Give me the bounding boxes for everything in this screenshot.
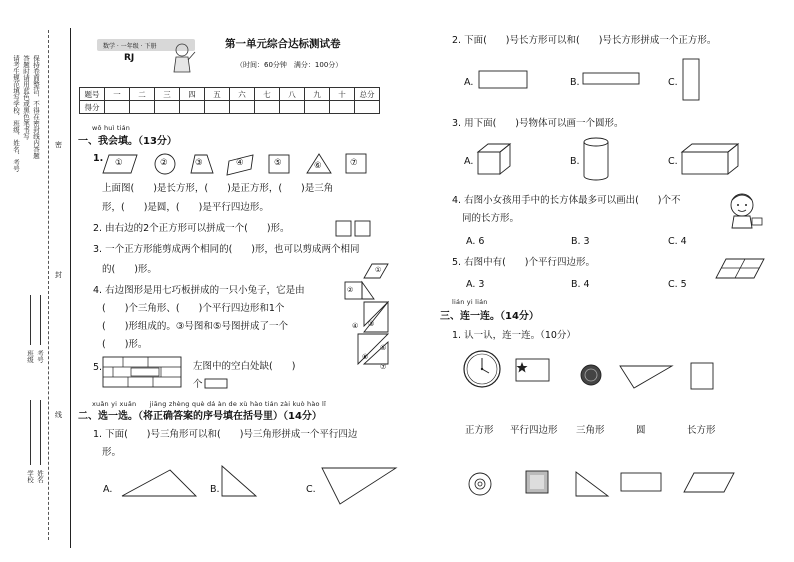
s1-q1-line1: 上面图( )是长方形，( )是正方形，( )是三角 bbox=[102, 183, 334, 194]
seal-mark-1: 密 bbox=[55, 141, 62, 149]
shape-label-1: ① bbox=[115, 158, 123, 168]
s2-q2-rect-c bbox=[682, 58, 702, 102]
tangram-label-2: ② bbox=[347, 286, 354, 294]
s3-label-parallelogram[interactable]: 平行四边形 bbox=[510, 425, 558, 436]
score-cell[interactable] bbox=[155, 101, 180, 114]
score-header-cell: 五 bbox=[205, 88, 230, 101]
triangle-shape-icon bbox=[574, 470, 610, 498]
rectangle-card-icon bbox=[690, 362, 716, 392]
score-cell[interactable] bbox=[130, 101, 155, 114]
rectangle-shape-icon bbox=[620, 472, 664, 494]
margin-line bbox=[70, 28, 71, 548]
s2-q4-opt-c[interactable]: C. 4 bbox=[668, 236, 687, 247]
tangram-label-5: ⑤ bbox=[380, 344, 387, 352]
score-header-cell: 二 bbox=[130, 88, 155, 101]
clock-icon bbox=[463, 350, 503, 390]
score-cell[interactable] bbox=[355, 101, 380, 114]
score-header-cell: 六 bbox=[230, 88, 255, 101]
section1-heading: 一、我会填。（13分） bbox=[78, 136, 177, 147]
s2-q1-opt-b[interactable]: B. bbox=[210, 484, 220, 495]
shape-label-7: ⑦ bbox=[350, 158, 358, 168]
field-name-line[interactable] bbox=[40, 400, 41, 465]
field-number-line[interactable] bbox=[40, 295, 41, 345]
s2-q1-line1: 1. 下面( )号三角形可以和( )号三角形拼成一个平行四边 bbox=[93, 429, 358, 440]
tangram-label-1: ① bbox=[375, 266, 382, 274]
score-table bbox=[79, 87, 380, 114]
s2-q4-opt-b[interactable]: B. 3 bbox=[571, 236, 590, 247]
field-name: 姓名 bbox=[36, 470, 44, 483]
score-header-cell: 四 bbox=[180, 88, 205, 101]
s1-q4-line1: 4. 右边图形是用七巧板拼成的一只小兔子，它是由 bbox=[93, 285, 305, 296]
s2-q3-cuboid bbox=[680, 142, 742, 178]
s1-q3-line2: 的( )形。 bbox=[102, 264, 157, 275]
s2-q1-triangle-c bbox=[320, 466, 400, 506]
brick-wall-figure bbox=[103, 357, 183, 389]
field-school-line[interactable] bbox=[30, 400, 31, 465]
seal-mark-3: 线 bbox=[55, 411, 62, 419]
score-cell[interactable] bbox=[305, 101, 330, 114]
score-header-cell: 九 bbox=[305, 88, 330, 101]
s2-q3-opt-c[interactable]: C. bbox=[668, 156, 678, 167]
s3-label-triangle[interactable]: 三角形 bbox=[576, 425, 605, 436]
score-cell[interactable] bbox=[205, 101, 230, 114]
s1-q5-number: 5. bbox=[93, 362, 103, 373]
score-table-score-row bbox=[80, 101, 380, 114]
disc-icon bbox=[468, 472, 494, 498]
flag-icon bbox=[515, 358, 551, 384]
score-row-label: 得分 bbox=[80, 101, 105, 114]
side-rule-3: 保持卷面整洁，不得在密封线内答题 bbox=[32, 55, 40, 159]
s1-q2: 2. 由右边的2个正方形可以拼成一个( )形。 bbox=[93, 223, 290, 234]
s2-q4-line2: 同的长方形。 bbox=[462, 213, 520, 224]
score-table-header-row bbox=[80, 88, 380, 101]
score-header-cell: 总分 bbox=[355, 88, 380, 101]
seal-mark-2: 封 bbox=[55, 271, 62, 279]
s2-q2-rect-a bbox=[478, 70, 528, 90]
s2-q3-cylinder bbox=[582, 136, 612, 184]
s2-q4-line1: 4. 右图小女孩用手中的长方体最多可以画出( )个不 bbox=[452, 195, 681, 206]
section2-heading: 二、选一选。（将正确答案的序号填在括号里）（14分） bbox=[78, 411, 322, 422]
tangram-label-4: ④ bbox=[352, 322, 359, 330]
score-header-cell: 题号 bbox=[80, 88, 105, 101]
grey-square-icon bbox=[525, 470, 551, 496]
shape-label-2: ② bbox=[160, 158, 168, 168]
score-header-cell: 一 bbox=[105, 88, 130, 101]
field-number: 考号 bbox=[36, 350, 44, 363]
score-cell[interactable] bbox=[230, 101, 255, 114]
s2-q2-rect-b bbox=[582, 72, 642, 86]
s2-q2: 2. 下面( )号长方形可以和( )号长方形拼成一个正方形。 bbox=[452, 35, 717, 46]
s1-q1-number: 1. bbox=[93, 153, 104, 164]
seal-line bbox=[48, 30, 49, 540]
s2-q3-opt-a[interactable]: A. bbox=[464, 156, 474, 167]
girl-with-cuboid-icon bbox=[726, 192, 764, 230]
s1-q1-line2: 形，( )是圆，( )是平行四边形。 bbox=[102, 202, 269, 213]
s2-q3: 3. 用下面( )号物体可以画一个圆形。 bbox=[452, 118, 624, 129]
header-badge-text: 数学 · 一年级 · 下册 bbox=[103, 43, 157, 50]
mascot-icon bbox=[168, 40, 198, 78]
parallelogram-shape-icon bbox=[684, 472, 736, 494]
score-cell[interactable] bbox=[105, 101, 130, 114]
score-cell[interactable] bbox=[330, 101, 355, 114]
s2-q1-line2: 形。 bbox=[102, 447, 122, 458]
triangle-ruler-icon bbox=[618, 364, 674, 390]
s1-q5-line2: 个 bbox=[193, 379, 203, 390]
s2-q5-opt-b[interactable]: B. 4 bbox=[571, 279, 590, 290]
score-cell[interactable] bbox=[180, 101, 205, 114]
s2-q5-opt-a[interactable]: A. 3 bbox=[466, 279, 485, 290]
two-squares-figure bbox=[336, 220, 376, 238]
shape-label-4: ④ bbox=[236, 158, 244, 168]
s3-label-rectangle[interactable]: 长方形 bbox=[687, 425, 716, 436]
shape-label-6: ⑥ bbox=[314, 161, 322, 171]
section3-heading: 三、连一连。（14分） bbox=[440, 311, 539, 322]
tangram-label-3: ③ bbox=[368, 320, 375, 328]
field-school: 学校 bbox=[26, 470, 34, 483]
s2-q2-opt-b[interactable]: B. bbox=[570, 77, 580, 88]
small-rectangle-figure bbox=[205, 378, 229, 390]
score-header-cell: 八 bbox=[280, 88, 305, 101]
score-header-cell: 十 bbox=[330, 88, 355, 101]
s2-q1-opt-a[interactable]: A. bbox=[103, 484, 113, 495]
tangram-label-7: ⑦ bbox=[380, 363, 387, 371]
shape-label-5: ⑤ bbox=[274, 158, 282, 168]
score-header-cell: 七 bbox=[255, 88, 280, 101]
s1-q3-line1: 3. 一个正方形能剪成两个相同的( )形，也可以剪成两个相同 bbox=[93, 244, 360, 255]
s2-q1-triangle-a bbox=[120, 468, 200, 498]
section3-pinyin: lián yi lián bbox=[452, 298, 488, 306]
s1-q4-line3: ( )形组成的。③号图和⑤号图拼成了一个 bbox=[102, 321, 288, 332]
score-header-cell: 三 bbox=[155, 88, 180, 101]
page-title: 第一单元综合达标测试卷 bbox=[225, 38, 341, 50]
s3-label-square[interactable]: 正方形 bbox=[465, 425, 494, 436]
field-class-line[interactable] bbox=[30, 295, 31, 345]
s2-q3-opt-b[interactable]: B. bbox=[570, 156, 580, 167]
page-subtitle: （时间：60分钟 满分：100分） bbox=[236, 61, 343, 69]
s3-q1: 1. 认一认，连一连。（10分） bbox=[452, 330, 576, 341]
side-rule-1: 请考生规范填写学校、班级、姓名、考号 bbox=[12, 55, 20, 172]
edition-label: RJ bbox=[124, 53, 135, 63]
s2-q4-opt-a[interactable]: A. 6 bbox=[466, 236, 485, 247]
s2-q3-cube bbox=[476, 142, 516, 176]
s1-q4-line2: ( )个三角形、( )个平行四边形和1个 bbox=[102, 303, 285, 314]
s2-q5-opt-c[interactable]: C. 5 bbox=[668, 279, 687, 290]
coin-icon bbox=[580, 364, 604, 388]
s2-q2-opt-a[interactable]: A. bbox=[464, 77, 474, 88]
score-cell[interactable] bbox=[255, 101, 280, 114]
s1-q5-line1: 左图中的空白处缺( ) bbox=[193, 361, 296, 372]
score-cell[interactable] bbox=[280, 101, 305, 114]
s2-q5: 5. 右图中有( )个平行四边形。 bbox=[452, 257, 595, 268]
s2-q1-opt-c[interactable]: C. bbox=[306, 484, 316, 495]
s3-label-circle[interactable]: 圆 bbox=[636, 425, 646, 436]
shape-label-3: ③ bbox=[195, 158, 203, 168]
s1-q4-line4: ( )形。 bbox=[102, 339, 148, 350]
s2-q2-opt-c[interactable]: C. bbox=[668, 77, 678, 88]
s2-q1-triangle-b bbox=[220, 464, 260, 498]
s2-q5-parallelogram-figure bbox=[716, 258, 766, 280]
section2-pinyin: xuǎn yi xuǎn jiāng zhèng què dá àn de xù hào tián zài kuò hào lǐ bbox=[92, 400, 326, 408]
tangram-label-6: ⑥ bbox=[362, 353, 369, 361]
field-class: 班级 bbox=[26, 350, 34, 363]
section1-pinyin: wǒ huì tián bbox=[92, 124, 131, 132]
side-rule-2: 答题时请用蓝色或黑色笔书写 bbox=[22, 55, 30, 140]
